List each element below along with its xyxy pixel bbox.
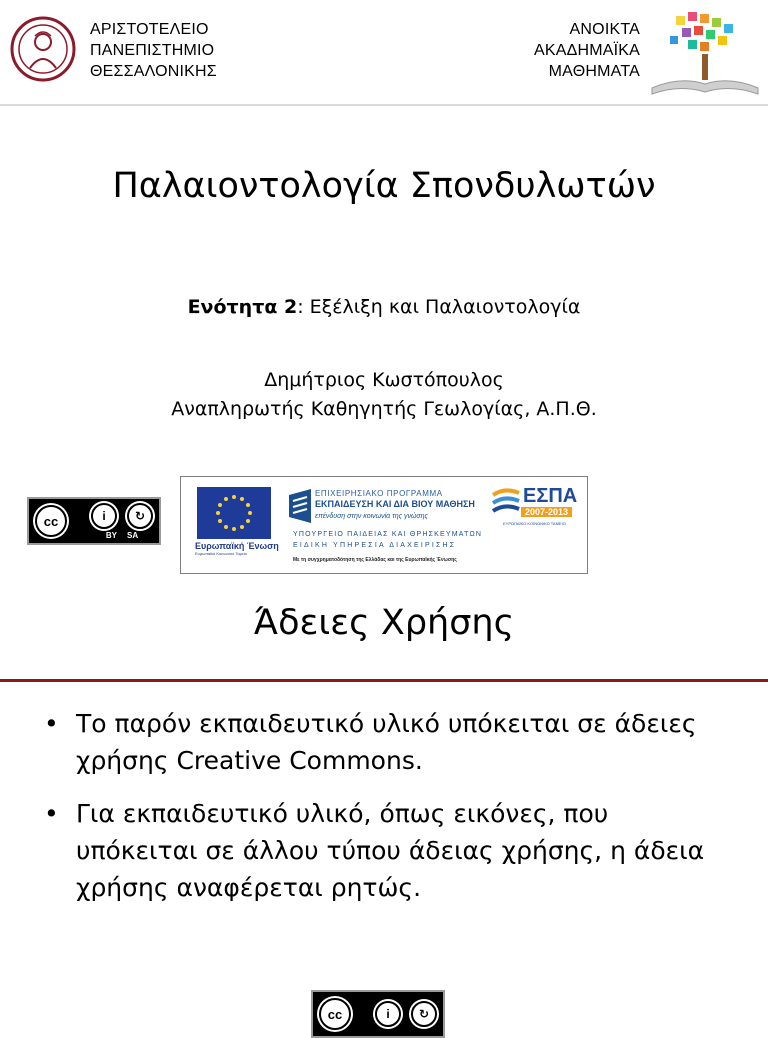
by-person-icon: i (91, 503, 117, 529)
cc-attribution-group (375, 1001, 437, 1027)
header-divider (0, 104, 768, 106)
program-title: ΕΚΠΑΙΔΕΥΣΗ ΚΑΙ ΔΙΑ ΒΙΟΥ ΜΑΘΗΣΗ (315, 499, 475, 509)
courses-line-2: ΑΚΑΔΗΜΑΪΚΑ (533, 42, 640, 59)
unit-label: Ενότητα 2 (187, 296, 298, 318)
list-item (44, 795, 734, 906)
eu-label: Ευρωπαϊκή Ένωση (195, 541, 279, 551)
university-line-3: ΘΕΣΣΑΛΟΝΙΚΗΣ (90, 63, 217, 80)
program-slogan: επένδυση στην κοινωνία της γνώσης (315, 513, 428, 520)
cc-icon: cc (319, 998, 351, 1030)
program-label: ΕΠΙΧΕΙΡΗΣΙΑΚΟ ΠΡΟΓΡΑΜΜΑ (315, 489, 443, 498)
university-line-1: ΑΡΙΣΤΟΤΕΛΕΙΟ (90, 21, 209, 38)
cc-icon: cc (35, 505, 67, 537)
unit-title: : Εξέλιξη και Παλαιοντολογία (297, 296, 581, 318)
cc-by-sa-badge[interactable] (27, 497, 161, 545)
share-alike-icon: ↻ (127, 503, 153, 529)
sa-label: SA (127, 530, 139, 540)
title-divider (0, 679, 768, 682)
unit-line (0, 296, 768, 318)
espa-name: ΕΣΠΑ (523, 485, 578, 507)
cc-attribution-group (91, 503, 153, 540)
cofunding-note: Με τη συγχρηματοδότηση της Ελλάδας και της Ευρωπαϊκής Ένωσης (293, 557, 457, 563)
university-name (90, 19, 217, 82)
university-line-2: ΠΑΝΕΠΙΣΤΗΜΙΟ (90, 42, 215, 59)
eu-flag-icon (197, 487, 271, 539)
bullet-text: Το παρόν εκπαιδευτικό υλικό υπόκειται σε άδειες χρήσης Creative Commons. (76, 709, 697, 775)
licenses-title: Άδειες Χρήσης (253, 603, 515, 643)
author-role: Αναπληρωτής Καθηγητής Γεωλογίας, Α.Π.Θ. (171, 398, 597, 420)
share-alike-icon: ↻ (411, 1001, 437, 1027)
open-courses-tree-logo (646, 8, 764, 100)
courses-line-3: ΜΑΘΗΜΑΤΑ (548, 63, 640, 80)
espa-years: 2007-2013 (521, 507, 572, 517)
ministry-label: ΥΠΟΥΡΓΕΙΟ ΠΑΙΔΕΙΑΣ ΚΑΙ ΘΡΗΣΚΕΥΜΑΤΩΝ (293, 531, 483, 538)
funding-logos-banner (180, 476, 588, 574)
bullet-icon: • (44, 709, 59, 738)
bullet-text: Για εκπαιδευτικό υλικό, όπως εικόνες, που υπόκειται σε άλλου τύπου άδειας χρήσης, η άδεια χρήσης αναφέρεται ρητώς. (76, 799, 705, 902)
author-block (0, 366, 768, 424)
course-title: Παλαιοντολογία Σπονδυλωτών (112, 166, 656, 206)
university-seal-logo (10, 16, 76, 82)
courses-line-1: ΑΝΟΙΚΤΑ (569, 21, 640, 38)
special-service-label: ΕΙΔΙΚΗ ΥΠΗΡΕΣΙΑ ΔΙΑΧΕΙΡΙΣΗΣ (293, 542, 457, 549)
by-person-icon: i (375, 1001, 401, 1027)
by-label: BY (105, 530, 117, 540)
open-courses-label (534, 19, 640, 82)
espa-fund-label: ΕΥΡΩΠΑΪΚΟ ΚΟΙΝΩΝΙΚΟ ΤΑΜΕΙΟ (503, 521, 566, 526)
eu-sub-label: Ευρωπαϊκό Κοινωνικό Ταμείο (195, 551, 247, 556)
list-item (44, 705, 734, 779)
license-bullets (44, 705, 734, 922)
bullet-icon: • (44, 799, 59, 828)
cc-by-sa-badge-bottom[interactable] (311, 990, 445, 1038)
author-name: Δημήτριος Κωστόπουλος (264, 369, 504, 391)
